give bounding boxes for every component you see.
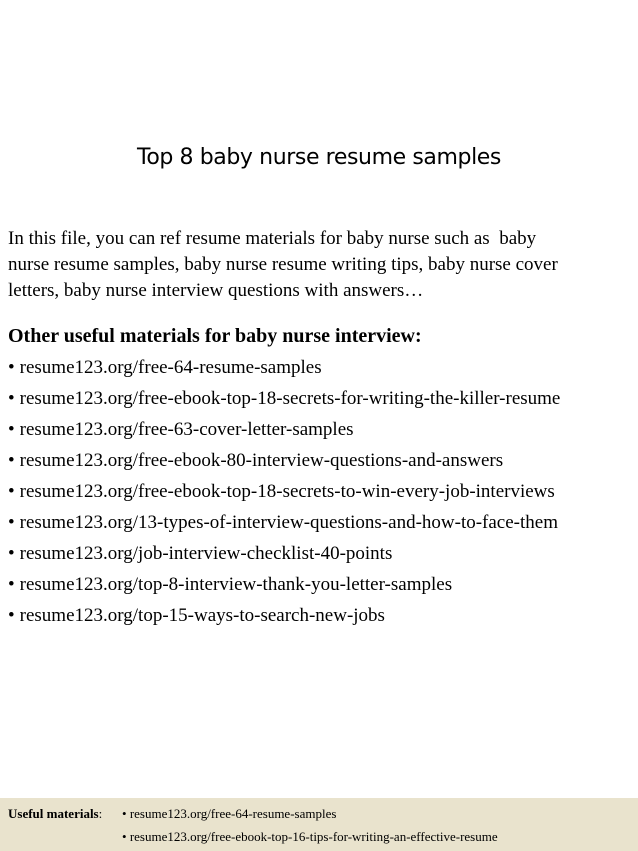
footer-bar — [0, 798, 638, 851]
footer-label-colon: : — [98, 806, 103, 821]
bullet-icon: • — [122, 806, 127, 821]
materials-heading: Other useful materials for baby nurse interview: — [8, 325, 422, 347]
bullet-icon: • — [8, 388, 15, 409]
bullet-icon: • — [8, 512, 15, 533]
list-item — [8, 538, 560, 569]
bullet-icon: • — [8, 357, 15, 378]
resource-link[interactable]: resume123.org/top-15-ways-to-search-new-jobs — [19, 605, 385, 626]
resource-link[interactable]: resume123.org/free-ebook-top-18-secrets-to-win-every-job-interviews — [19, 481, 555, 502]
intro-line: In this file, you can ref resume materials for baby nurse such as baby — [8, 228, 537, 249]
bullet-icon: • — [8, 543, 15, 564]
bullet-icon: • — [8, 574, 15, 595]
list-item — [8, 352, 560, 383]
footer-item — [122, 806, 336, 822]
intro-line: nurse resume samples, baby nurse resume writing tips, baby nurse cover — [8, 254, 558, 275]
list-item — [8, 569, 560, 600]
bullet-icon: • — [122, 829, 127, 844]
resource-link[interactable]: resume123.org/free-ebook-80-interview-questions-and-answers — [19, 450, 504, 471]
intro-paragraph — [8, 226, 558, 304]
resource-link[interactable]: resume123.org/job-interview-checklist-40-points — [19, 543, 393, 564]
footer-label — [8, 806, 102, 822]
bullet-icon: • — [8, 605, 15, 626]
resource-link[interactable]: resume123.org/free-63-cover-letter-samples — [19, 419, 354, 440]
resource-link[interactable]: resume123.org/free-64-resume-samples — [19, 357, 322, 378]
resource-link[interactable]: resume123.org/top-8-interview-thank-you-letter-samples — [19, 574, 453, 595]
document-title: Top 8 baby nurse resume samples — [137, 145, 501, 170]
footer-link[interactable]: resume123.org/free-64-resume-samples — [129, 806, 337, 821]
list-item — [8, 414, 560, 445]
footer-label-text: Useful materials — [8, 806, 99, 821]
bullet-icon: • — [8, 419, 15, 440]
intro-line: letters, baby nurse interview questions with answers… — [8, 280, 424, 301]
resource-link[interactable]: resume123.org/free-ebook-top-18-secrets-for-writing-the-killer-resume — [19, 388, 561, 409]
bullet-icon: • — [8, 481, 15, 502]
bullet-icon: • — [8, 450, 15, 471]
footer-item — [122, 829, 498, 845]
materials-list — [8, 352, 560, 631]
list-item — [8, 507, 560, 538]
list-item — [8, 476, 560, 507]
resource-link[interactable]: resume123.org/13-types-of-interview-questions-and-how-to-face-them — [19, 512, 558, 533]
list-item — [8, 383, 560, 414]
footer-link[interactable]: resume123.org/free-ebook-top-16-tips-for-writing-an-effective-resume — [129, 829, 498, 844]
list-item — [8, 600, 560, 631]
list-item — [8, 445, 560, 476]
